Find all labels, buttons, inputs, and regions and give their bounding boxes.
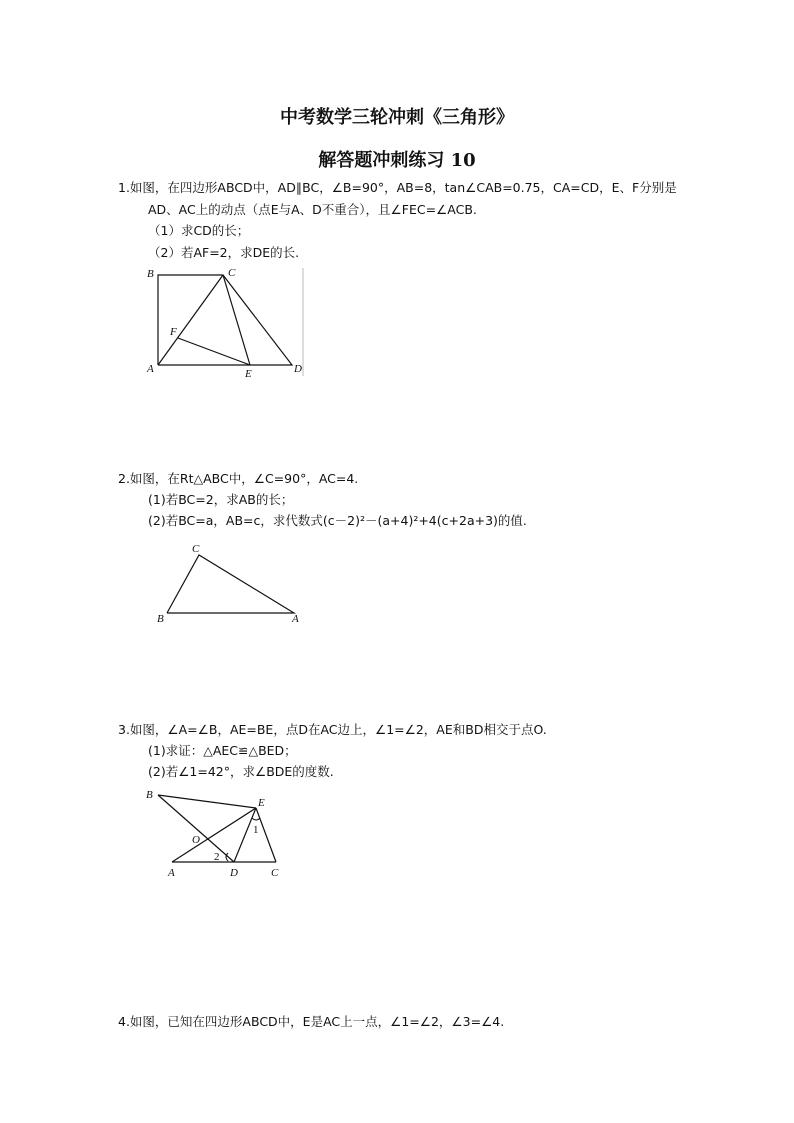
fig3-label-1: 1 xyxy=(253,824,259,836)
problem-1-line-1: 1.如图，在四边形ABCD中，AD∥BC，∠B=90°，AB=8，tan∠CAB=0.75，CA=CD，E、F分别是 xyxy=(118,180,677,195)
problem-4-line-1: 4.如图，已知在四边形ABCD中，E是AC上一点，∠1=∠2，∠3=∠4. xyxy=(118,1014,505,1029)
fig3-label-2: 2 xyxy=(214,851,220,863)
fig3-label-B: B xyxy=(146,789,153,801)
problem-3-line-3: (2)若∠1=42°，求∠BDE的度数. xyxy=(148,764,334,779)
document-subtitle: 解答题冲刺练习 10 xyxy=(318,150,476,171)
fig1-label-B: B xyxy=(147,268,154,280)
problem-2-line-2: (1)若BC=2，求AB的长； xyxy=(148,492,294,507)
fig3-segment-EC xyxy=(256,808,276,862)
problem-1-line-3: （1）求CD的长； xyxy=(148,223,250,238)
fig3-label-O: O xyxy=(192,834,200,846)
problem-3-line-1: 3.如图，∠A=∠B，AE=BE，点D在AC边上，∠1=∠2，AE和BD相交于点O. xyxy=(118,722,547,737)
fig1-label-F: F xyxy=(170,326,177,338)
fig3-label-A: A xyxy=(168,867,175,879)
problem-2-line-3: (2)若BC=a，AB=c，求代数式(c－2)²－(a+4)²+4(c+2a+3)的值. xyxy=(148,513,527,528)
fig2-label-B: B xyxy=(157,613,164,625)
fig2-label-A: A xyxy=(292,613,299,625)
fig1-label-A: A xyxy=(147,363,154,375)
fig1-label-D: D xyxy=(294,363,302,375)
fig3-segment-BD xyxy=(158,795,234,862)
fig3-angle-1-arc xyxy=(252,818,260,820)
fig1-label-E: E xyxy=(245,368,252,380)
fig3-segment-BE xyxy=(158,795,256,808)
fig3-label-D: D xyxy=(230,867,238,879)
problem-1-line-4: （2）若AF=2，求DE的长. xyxy=(148,245,300,260)
problem-2-line-1: 2.如图，在Rt△ABC中，∠C=90°，AC=4. xyxy=(118,471,359,486)
problem-3-line-2: (1)求证：△AEC≌△BED； xyxy=(148,743,297,758)
fig3-label-C: C xyxy=(271,867,279,879)
problem-1-line-2: AD、AC上的动点（点E与A、D不重合），且∠FEC=∠ACB. xyxy=(148,202,477,217)
fig1-label-C: C xyxy=(228,267,236,279)
document-title: 中考数学三轮冲刺《三角形》 xyxy=(280,107,514,128)
fig2-label-C: C xyxy=(192,543,200,555)
fig3-label-E: E xyxy=(258,797,265,809)
